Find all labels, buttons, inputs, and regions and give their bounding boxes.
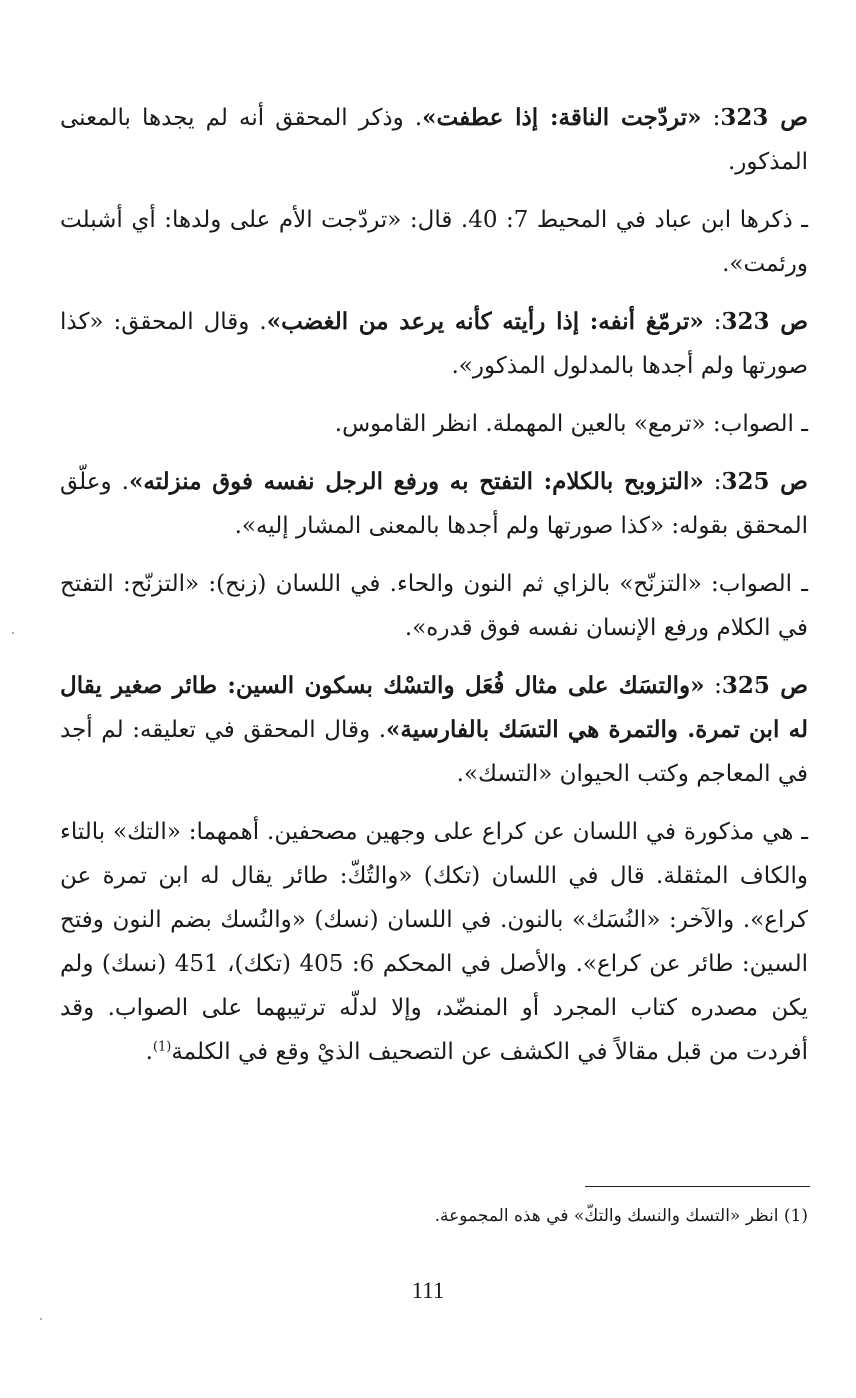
correction-3: ـ الصواب: «التزنّح» بالزاي ثم النون والحاء. في اللسان (زنح): «التزنّح: التفتح في الكلام ورفع الإنسان نفسه فوق قدره». — [60, 571, 808, 641]
page-reference: ص 323 — [721, 308, 809, 335]
entry-text: . وعلّق المحقق بقوله: «كذا صورتها ولم أجدها بالمعنى المشار إليه». — [60, 469, 808, 539]
entry-4: ص 325: «والتسَك على مثال فُعَل والتسْك بسكون السين: طائر صغير يقال له ابن تمرة. والتمرة هي التسَك بالفارسية». وقال المحقق في تعليقه: لم أجد في المعاجم وكتب الحيوان «التسك». — [60, 672, 809, 787]
entry-2: ص 323: «ترمّغ أنفه: إذا رأيته كأنه يرعد من الغضب». وقال المحقق: «كذا صورتها ولم أجدها بالمدلول المذكور». — [60, 308, 809, 379]
entry-3: ص 325: «التزوبح بالكلام: التفتح به ورفع الرجل نفسه فوق منزلته». وعلّق المحقق بقوله: «كذا صورتها ولم أجدها بالمعنى المشار إليه». — [60, 468, 808, 539]
scan-speck — [40, 1318, 42, 1320]
footnote-divider — [585, 1186, 810, 1187]
correction-tail: . — [145, 1039, 153, 1065]
bold-quote: «ترمّغ أنفه: إذا رأيته كأنه يرعد من الغضب» — [266, 308, 704, 335]
bold-quote: «التزوبح بالكلام: التفتح به ورفع الرجل نفسه فوق منزلته» — [128, 468, 704, 495]
entry-text: . وقال المحقق: «كذا صورتها ولم أجدها بالمدلول المذكور». — [60, 309, 808, 379]
page-body — [60, 96, 808, 1088]
entry-text: . وقال المحقق في تعليقه: لم أجد في المعاجم وكتب الحيوان «التسك». — [60, 717, 808, 787]
footnote-marker[interactable]: (1) — [152, 1039, 172, 1055]
correction-text: ـ هي مذكورة في اللسان عن كراع على وجهين مصحفين. أهمهما: «التك» بالتاء والكاف المثقلة. قال في اللسان (تكك) «والتُكّ: طائر يقال له ابن تمرة عن كراع». والآخر: «النُسَك» بالنون. في اللسان (نسك) «والنُسك بضم النون وفتح السين: طائر عن كراع». والأصل في المحكم 6: 405 (تكك)، 451 (نسك) ولم يكن مصدره كتاب المجرد أو المنضّد، وإلا لدلّه ترتيبهما على الصواب. وقد أفردت من قبل مقالاً في الكشف عن التصحيف الذيْ وقع في الكلمة — [60, 819, 809, 1065]
scan-speck — [12, 632, 14, 634]
page-reference: ص 323 — [720, 104, 809, 131]
page-reference: ص 325 — [721, 672, 809, 699]
page-number: 111 — [411, 1278, 445, 1303]
page-reference: ص 325 — [721, 468, 808, 495]
correction-2: ـ الصواب: «ترمع» بالعين المهملة. انظر القاموس. — [334, 411, 808, 437]
bold-quote: «تردّجت الناقة: إذا عطفت» — [422, 104, 702, 131]
entry-text: . وذكر المحقق أنه لم يجدها بالمعنى المذكور. — [60, 105, 808, 175]
correction-1: ـ ذكرها ابن عباد في المحيط 7: 40. قال: «تردّجت الأم على ولدها: أي أشبلت ورئمت». — [60, 207, 808, 277]
entry-1: ص 323: «تردّجت الناقة: إذا عطفت». وذكر المحقق أنه لم يجدها بالمعنى المذكور. — [60, 104, 809, 175]
bold-quote: «والتسَك على مثال فُعَل والتسْك بسكون السين: طائر صغير يقال له ابن تمرة. والتمرة هي التسَك بالفارسية» — [60, 672, 808, 743]
correction-4 — [60, 810, 808, 1074]
footnote: (1) انظر «التسك والنسك والتكّ» في هذه المجموعة. — [434, 1206, 808, 1226]
